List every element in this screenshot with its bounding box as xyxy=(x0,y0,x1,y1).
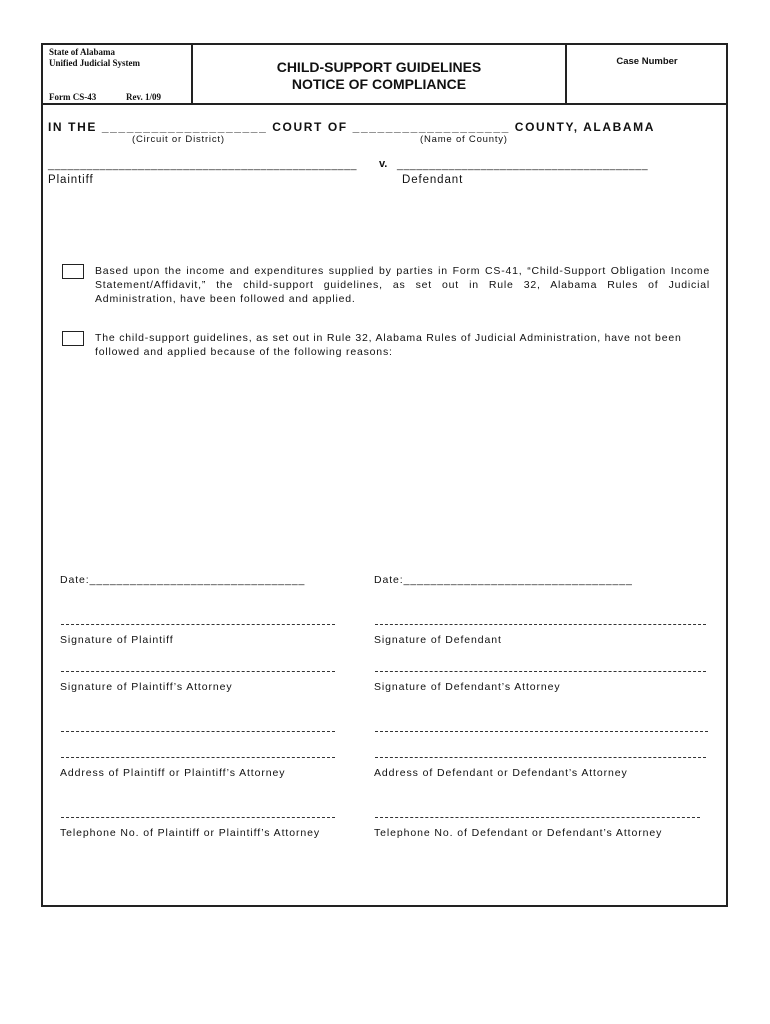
plaintiff-telephone-label: Telephone No. of Plaintiff or Plaintiff’s Attorney xyxy=(60,827,320,839)
plaintiff-telephone-line[interactable] xyxy=(61,817,335,818)
defendant-attorney-signature-line[interactable] xyxy=(375,671,706,672)
versus-label: v. xyxy=(379,158,388,170)
date-right-field[interactable]: Date:__________________________________ xyxy=(374,574,633,586)
plaintiff-address-line-2[interactable] xyxy=(61,757,335,758)
defendant-telephone-label: Telephone No. of Defendant or Defendant’s Attorney xyxy=(374,827,663,839)
header-divider xyxy=(191,103,567,105)
form-revision: Rev. 1/09 xyxy=(126,92,161,102)
plaintiff-signature-line[interactable] xyxy=(61,624,335,625)
circuit-hint: (Circuit or District) xyxy=(132,134,225,145)
defendant-address-line-2[interactable] xyxy=(375,757,706,758)
defendant-signature-label: Signature of Defendant xyxy=(374,634,502,646)
case-number-box[interactable] xyxy=(565,43,728,105)
case-number-label: Case Number xyxy=(616,56,678,67)
not-followed-checkbox[interactable] xyxy=(62,331,84,346)
court-line[interactable]: IN THE ____________________ COURT OF ___________________ COUNTY, ALABAMA xyxy=(48,120,656,134)
plaintiff-attorney-signature-line[interactable] xyxy=(61,671,335,672)
defendant-address-line-1[interactable] xyxy=(375,731,708,732)
plaintiff-address-line-1[interactable] xyxy=(61,731,335,732)
defendant-field[interactable]: _______________________________________ xyxy=(397,159,649,171)
state-label: State of Alabama xyxy=(49,47,115,57)
plaintiff-address-label: Address of Plaintiff or Plaintiff’s Attorney xyxy=(60,767,286,779)
system-label: Unified Judicial System xyxy=(49,58,141,68)
followed-checkbox[interactable] xyxy=(62,264,84,279)
plaintiff-field[interactable]: ________________________________________________ xyxy=(48,159,358,171)
county-hint: (Name of County) xyxy=(420,134,508,145)
defendant-telephone-line[interactable] xyxy=(375,817,700,818)
reasons-area[interactable] xyxy=(60,370,710,560)
not-followed-text: The child-support guidelines, as set out in Rule 32, Alabama Rules of Judicial Administration, have not been followed and applied because of the following reasons: xyxy=(95,332,682,358)
plaintiff-signature-label: Signature of Plaintiff xyxy=(60,634,174,646)
followed-text: Based upon the income and expenditures supplied by parties in Form CS-41, “Child-Support Obligation Income Statement/Affidavit,” the child-support guidelines, as set out in Rule 32, Alabama Rules of Judicial Administration, have been followed and applied. xyxy=(95,265,710,305)
form-number: Form CS-43 xyxy=(49,92,97,102)
defendant-label: Defendant xyxy=(402,174,464,186)
plaintiff-attorney-signature-label: Signature of Plaintiff’s Attorney xyxy=(60,681,233,693)
defendant-attorney-signature-label: Signature of Defendant’s Attorney xyxy=(374,681,561,693)
form-title-line1: CHILD-SUPPORT GUIDELINES xyxy=(276,59,482,75)
date-left-field[interactable]: Date:________________________________ xyxy=(60,574,306,586)
form-title-line2: NOTICE OF COMPLIANCE xyxy=(291,76,467,92)
defendant-address-label: Address of Defendant or Defendant’s Attorney xyxy=(374,767,628,779)
defendant-signature-line[interactable] xyxy=(375,624,706,625)
plaintiff-label: Plaintiff xyxy=(48,174,94,186)
